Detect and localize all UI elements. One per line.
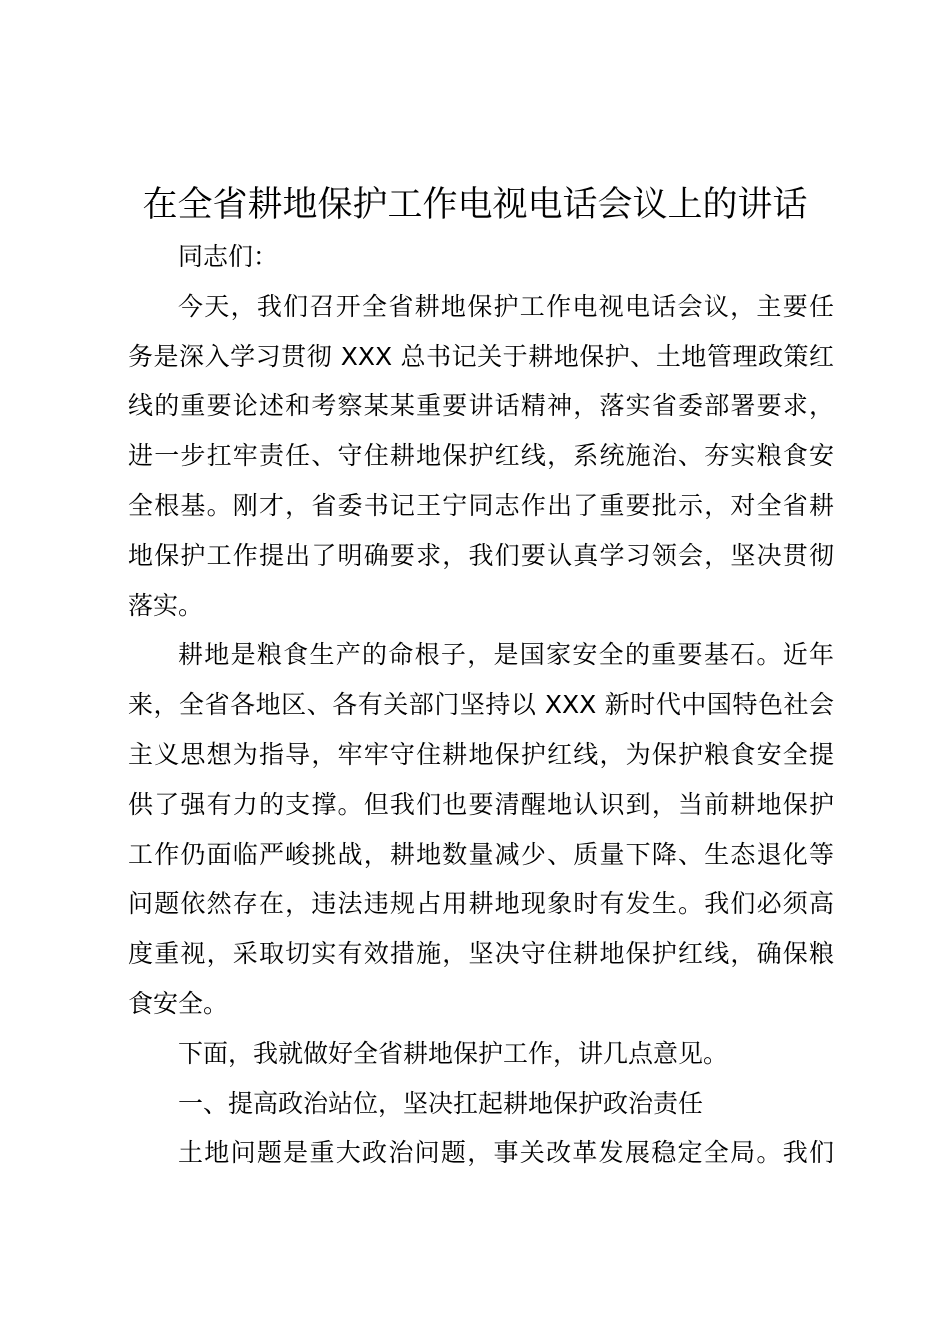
paragraph-line: 问题依然存在，违法违规占用耕地现象时有发生。我们必须高 <box>128 889 834 919</box>
paragraph-line: 进一步扛牢责任、守住耕地保护红线，系统施治、夯实粮食安 <box>128 441 834 471</box>
paragraph-line: 度重视，采取切实有效措施，坚决守住耕地保护红线，确保粮 <box>128 939 834 969</box>
paragraph-3 <box>128 1029 834 1079</box>
paragraph-line: 落实。 <box>128 590 204 620</box>
document-body <box>128 232 834 1178</box>
paragraph-line: 地保护工作提出了明确要求，我们要认真学习领会，坚决贯彻 <box>128 540 834 570</box>
paragraph-line: 务是深入学习贯彻 XXX 总书记关于耕地保护、土地管理政策红 <box>128 341 834 371</box>
paragraph-line: 主义思想为指导，牢牢守住耕地保护红线，为保护粮食安全提 <box>128 739 834 769</box>
paragraph-4 <box>128 1128 834 1178</box>
paragraph-line: 今天，我们召开全省耕地保护工作电视电话会议，主要任 <box>178 291 834 321</box>
paragraph-2 <box>128 630 834 1028</box>
section-heading: 一、提高政治站位，坚决扛起耕地保护政治责任 <box>178 1088 704 1118</box>
document-title: 在全省耕地保护工作电视电话会议上的讲话 <box>142 185 808 225</box>
paragraph-line: 供了强有力的支撑。但我们也要清醒地认识到，当前耕地保护 <box>128 789 834 819</box>
salutation: 同志们： <box>178 242 279 271</box>
paragraph-line: 工作仍面临严峻挑战，耕地数量减少、质量下降、生态退化等 <box>128 839 834 869</box>
paragraph-line: 食安全。 <box>128 988 229 1018</box>
paragraph-line: 线的重要论述和考察某某重要讲话精神，落实省委部署要求， <box>128 391 834 421</box>
paragraph-line: 耕地是粮食生产的命根子，是国家安全的重要基石。近年 <box>178 640 834 670</box>
paragraph-line: 土地问题是重大政治问题，事关改革发展稳定全局。我们 <box>178 1138 834 1168</box>
paragraph-line: 全根基。刚才，省委书记王宁同志作出了重要批示，对全省耕 <box>128 490 834 520</box>
paragraph-line: 下面，我就做好全省耕地保护工作，讲几点意见。 <box>178 1038 729 1068</box>
section-heading-1 <box>128 1079 834 1129</box>
paragraph-1 <box>128 282 834 631</box>
paragraph-line: 来，全省各地区、各有关部门坚持以 XXX 新时代中国特色社会 <box>128 690 834 720</box>
